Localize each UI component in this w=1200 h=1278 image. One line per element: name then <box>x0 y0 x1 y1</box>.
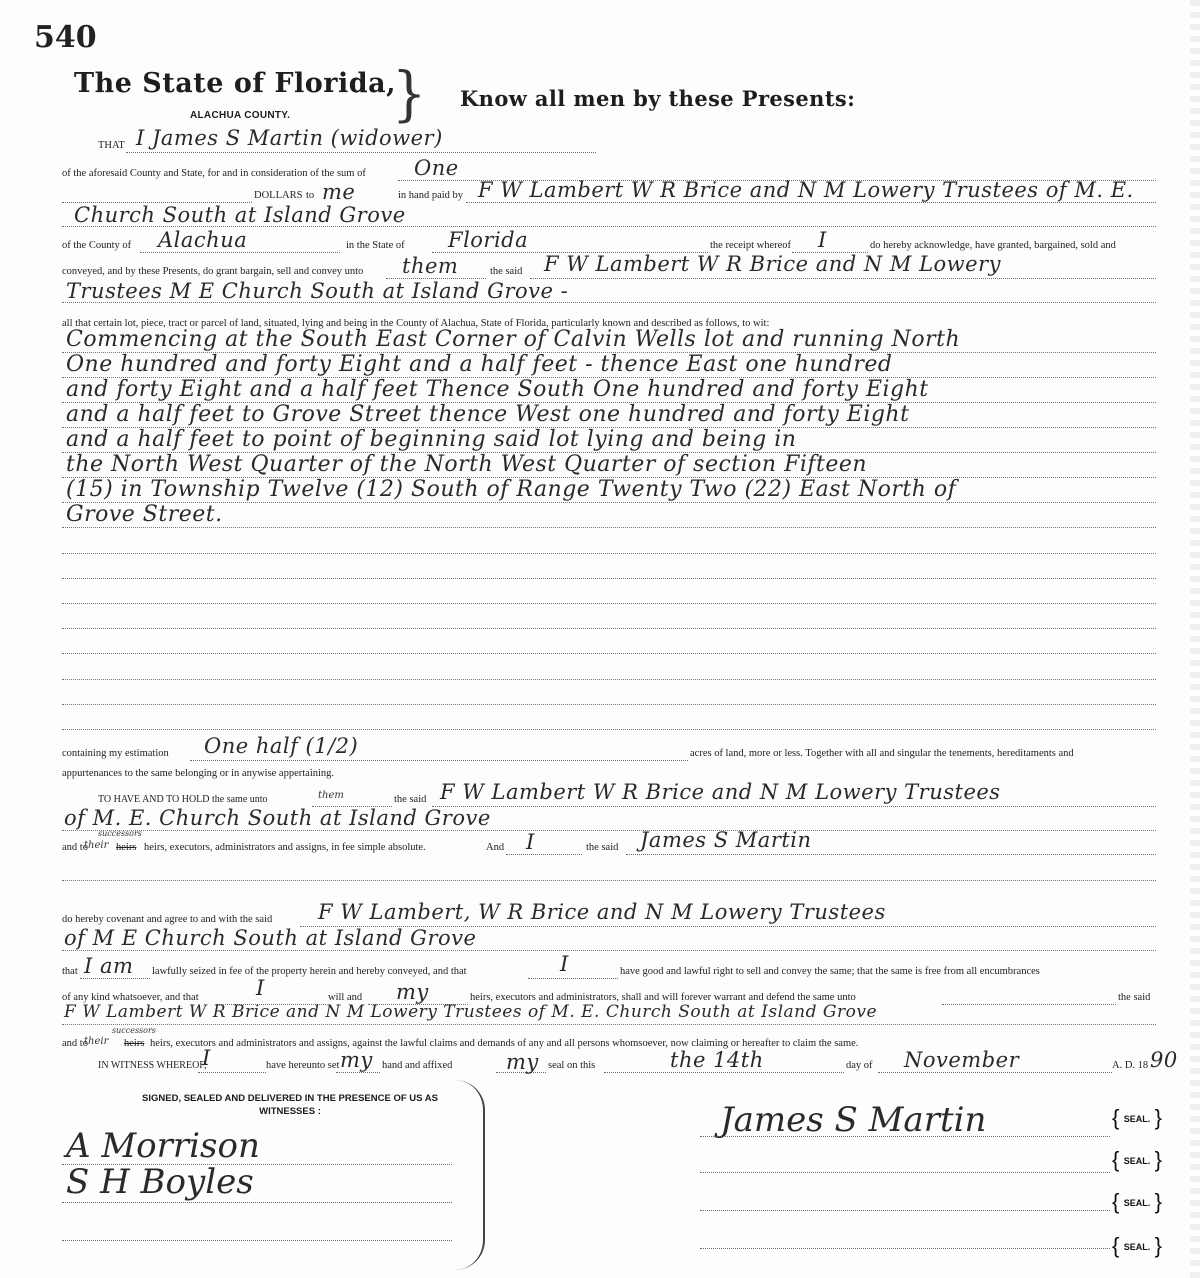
and-label: And <box>486 842 505 853</box>
struck-heirs: heirs <box>116 842 137 853</box>
grantor-said-line <box>626 854 1156 855</box>
witness-i: I <box>202 1046 211 1070</box>
state-value: Florida <box>448 228 529 252</box>
blank-rule-covenant <box>62 880 1156 881</box>
witness-signature-2: S H Boyles <box>66 1162 254 1202</box>
signature-line-1 <box>700 1136 1110 1137</box>
to-have-unto: them <box>318 790 344 801</box>
month-line <box>878 1072 1112 1073</box>
that-i: I <box>560 952 569 976</box>
that-i-line <box>528 978 618 979</box>
grantor-said: James S Martin <box>640 828 812 852</box>
seal-mark: { SEAL. } <box>1118 1192 1156 1214</box>
seal-on-label: seal on this <box>548 1060 596 1071</box>
heading-brace: } <box>392 58 427 129</box>
covenant-label: do hereby covenant and agree to and with the said <box>62 914 273 925</box>
defend-unto-line-2 <box>62 1024 1156 1025</box>
sum-amount: One <box>414 156 459 180</box>
description-line: Commencing at the South East Corner of Calvin Wells lot and running North <box>66 327 961 352</box>
desc-line-8 <box>62 527 1156 528</box>
to-have-label: TO HAVE AND TO HOLD the same unto <box>98 794 268 805</box>
grantor-signature: James S Martin <box>720 1100 987 1140</box>
unto-said-value: F W Lambert W R Brice and N M Lowery <box>544 252 1001 276</box>
of-county-label: of the County of <box>62 240 132 251</box>
struck-heirs-2: heirs <box>124 1038 145 1049</box>
i-am: I am <box>84 954 134 978</box>
dollars-label: DOLLARS <box>254 190 303 201</box>
description-line: and forty Eight and a half feet Thence South One hundred and forty Eight <box>66 377 929 402</box>
blank-line-2 <box>62 578 1156 579</box>
of-any-kind-label: of any kind whatsoever, and that <box>62 992 199 1003</box>
acres-label: acres of land, more or less. Together with all and singular the tenements, hereditaments and <box>690 748 1074 759</box>
county-value: Alachua <box>158 228 248 252</box>
blank-line-5 <box>62 653 1156 654</box>
covenant-said-2: of M E Church South at Island Grove <box>64 926 477 950</box>
defend-unto-line <box>942 1004 1116 1005</box>
will-and-label: will and <box>328 992 363 1003</box>
affixed-my: my <box>506 1050 539 1074</box>
containing-label: containing my estimation <box>62 748 169 759</box>
to-have-said-label: the said <box>394 794 427 805</box>
county-label: ALACHUA COUNTY. <box>190 110 291 121</box>
description-line: and a half feet to point of beginning said lot lying and being in <box>66 427 797 452</box>
blank-line-8 <box>62 729 1156 730</box>
seal-mark: { SEAL. } <box>1118 1150 1156 1172</box>
paid-by-line <box>466 202 1156 203</box>
the-said-end-label: the said <box>1118 992 1151 1003</box>
signature-line-2 <box>700 1172 1110 1173</box>
appurtenances-label: appurtenances to the same belonging or in anywise appertaining. <box>62 768 335 779</box>
receipt-who: I <box>818 228 827 252</box>
witness-signature-1: A Morrison <box>66 1126 260 1166</box>
unto-said-value-2: Trustees M E Church South at Island Grove - <box>66 279 569 303</box>
consideration-label: of the aforesaid County and State, for and in consideration of the sum of <box>62 168 366 179</box>
to-label: to <box>306 190 315 201</box>
ad-label: A. D. 18 <box>1112 1060 1149 1071</box>
and-to-final-label: and to <box>62 1038 88 1049</box>
in-state-label: in the State of <box>346 240 405 251</box>
to-have-said: F W Lambert W R Brice and N M Lowery Trustees <box>440 780 1001 804</box>
covenant-said: F W Lambert, W R Brice and N M Lowery Trustees <box>318 900 886 924</box>
witness-i-line <box>198 1072 266 1073</box>
have-hereunto-label: have hereunto set <box>266 1060 340 1071</box>
description-line: (15) in Township Twelve (12) South of Range Twenty Two (22) East North of <box>66 477 957 502</box>
heirs-admin-label: heirs, executors and administrators, shall and will forever warrant and defend the same unto <box>470 992 856 1003</box>
desc-line-7 <box>62 502 1156 503</box>
heirs-against-label: heirs, executors and administrators and assigns, against the lawful claims and demands of any and all persons whomsoever, now claiming or hereafter to claim the same. <box>150 1038 859 1049</box>
set-my-line <box>336 1072 380 1073</box>
hand-paid-label: in hand paid by <box>398 190 464 201</box>
to-have-said-2: of M. E. Church South at Island Grove <box>64 806 491 830</box>
witness-header: SIGNED, SEALED AND DELIVERED IN THE PRESENCE OF US AS WITNESSES : <box>142 1093 438 1117</box>
unto-value: them <box>402 254 459 278</box>
witness-line-3 <box>62 1240 452 1241</box>
to-have-said-line <box>432 806 1156 807</box>
seal-mark: { SEAL. } <box>1118 1236 1156 1258</box>
paid-to: me <box>322 180 356 204</box>
seal-mark: { SEAL. } <box>1118 1108 1156 1130</box>
that-i-2: I <box>256 976 265 1000</box>
and-to-label: and to <box>62 842 88 853</box>
county-line <box>140 252 340 253</box>
covenant-line-2 <box>62 950 1156 951</box>
in-witness-label: IN WITNESS WHEREOF, <box>98 1060 207 1071</box>
blank-line-7 <box>62 704 1156 705</box>
and-to-who: their <box>84 840 109 851</box>
acreage-line <box>190 760 688 761</box>
and-who: I <box>526 830 535 854</box>
paid-by-2: Church South at Island Grove <box>74 203 406 227</box>
my-value: my <box>396 980 429 1004</box>
blank-line-4 <box>62 628 1156 629</box>
have-good-label: have good and lawful right to sell and convey the same; that the same is free from all encumbrances <box>620 966 1040 977</box>
page-edge-mark <box>1190 0 1200 1278</box>
acreage-value: One half (1/2) <box>204 734 359 758</box>
know-all-heading: Know all men by these Presents: <box>460 86 856 111</box>
unto-said-line <box>530 278 1156 279</box>
this-day-line <box>604 1072 844 1073</box>
and-to-final: their <box>84 1036 109 1047</box>
and-the-said-label: the said <box>586 842 619 853</box>
witness-bracket <box>455 1080 485 1270</box>
grantor-name: I James S Martin (widower) <box>136 126 443 150</box>
witness-line-2 <box>62 1202 452 1203</box>
description-line: One hundred and forty Eight and a half feet - thence East one hundred <box>66 352 893 377</box>
signature-line-3 <box>700 1210 1110 1211</box>
year-value: 90 <box>1150 1048 1178 1072</box>
acknowledge-label: do hereby acknowledge, have granted, bargained, sold and <box>870 240 1116 251</box>
that-lower-label: that <box>62 966 78 977</box>
the-said-label: the said <box>490 266 523 277</box>
grantor-line <box>126 152 596 153</box>
blank-line-6 <box>62 679 1156 680</box>
i-am-line <box>80 978 150 979</box>
description-line: Grove Street. <box>66 502 223 527</box>
receipt-label: the receipt whereof <box>710 240 792 251</box>
and-who-line <box>506 854 582 855</box>
description-line: and a half feet to Grove Street thence West one hundred and forty Eight <box>66 402 910 427</box>
that-label: THAT <box>98 140 125 151</box>
lawfully-seized-label: lawfully seized in fee of the property herein and hereby conveyed, and that <box>152 966 467 977</box>
blank-line-3 <box>62 603 1156 604</box>
defend-unto: F W Lambert W R Brice and N M Lowery Trustees of M. E. Church South at Island Grove <box>64 1002 877 1022</box>
successors-insert-2: successors <box>112 1026 156 1035</box>
page-number: 540 <box>34 20 97 55</box>
blank-line-1 <box>62 553 1156 554</box>
day-of-label: day of <box>846 1060 873 1071</box>
state-title: The State of Florida, <box>74 68 397 99</box>
this-day: the 14th <box>670 1048 764 1072</box>
heirs-exec-label: heirs, executors, administrators and assigns, in fee simple absolute. <box>144 842 426 853</box>
signature-line-4 <box>700 1248 1110 1249</box>
hand-affixed-label: hand and affixed <box>382 1060 453 1071</box>
all-that-label: all that certain lot, piece, tract or parcel of land, situated, lying and being in the County of Alachua, State of Florida, particularly known and described as follows, to wit: <box>62 318 770 329</box>
successors-insert: successors <box>98 829 142 838</box>
conveyed-label: conveyed, and by these Presents, do grant bargain, sell and convey unto <box>62 266 364 277</box>
description-line: the North West Quarter of the North West Quarter of section Fifteen <box>66 452 868 477</box>
month-value: November <box>904 1048 1020 1072</box>
to-have-said-line-2 <box>62 830 1156 831</box>
paid-by: F W Lambert W R Brice and N M Lowery Trustees of M. E. <box>478 178 1134 202</box>
set-my: my <box>340 1048 373 1072</box>
